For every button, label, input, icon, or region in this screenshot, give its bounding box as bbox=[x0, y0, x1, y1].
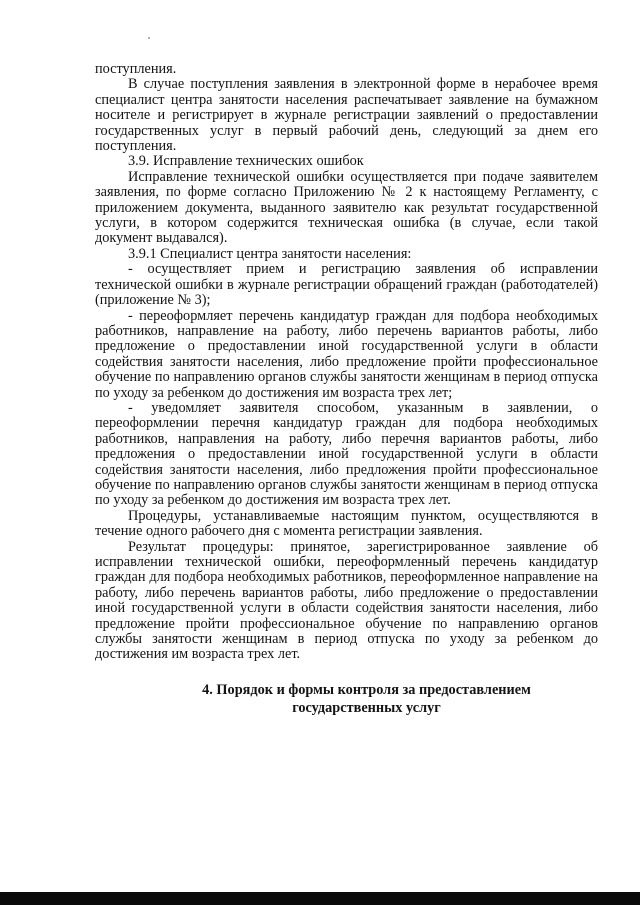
section-spacer bbox=[95, 663, 598, 681]
subsection-heading-3-9-1: 3.9.1 Специалист центра занятости населения: bbox=[128, 245, 412, 262]
paragraph-continuation: поступления. bbox=[95, 61, 177, 77]
list-item-registration: - осуществляет прием и регистрацию заявления об исправлении технической ошибки в журнале регистрации обращений граждан (работодателей) (приложение № 3); bbox=[95, 261, 598, 309]
paragraph-electronic-form: В случае поступления заявления в электронной форме в нерабочее время специалист центра занятости населения распечатывает заявление на бумажном носителе и регистрирует в журнале регистрации заявлений о предоставлении государственных услуг в первый рабочий день, следующий за днем его поступления. bbox=[95, 76, 598, 155]
section-heading-line-2: государственных услуг bbox=[292, 699, 441, 716]
paragraph-procedure-result: Результат процедуры: принятое, зарегистрированное заявление об исправлении технической ошибки, переоформленный перечень кандидатур граждан для подбора необходимых работников, переоформленное направление на работу, либо перечень вариантов работы, либо предложение о предоставлении иной государственной услуги в области содействия занятости населения, либо предложение пройти профессиональное обучение по направлению органов службы занятости женщинам в период отпуска по уходу за ребенком до достижения им возраста трех лет. bbox=[95, 538, 598, 663]
list-item-reissue: - переоформляет перечень кандидатур граждан для подбора необходимых работников, направление на работу, либо перечень вариантов работы, либо предложение о предоставлении иной государственной услуги в области содействия занятости населения, либо предложение пройти профессиональное обучение по направлению органов службы занятости женщинам в период отпуска по уходу за ребенком до достижения им возраста трех лет; bbox=[95, 307, 598, 401]
scan-speck bbox=[148, 37, 150, 39]
document-body bbox=[95, 62, 598, 717]
list-item-notification: - уведомляет заявителя способом, указанным в заявлении, о переоформлении перечня кандидатур граждан для подбора необходимых работников, направления на работу, либо перечня вариантов работы, либо предложения о предоставлении иной государственной услуги в области содействия занятости населения, либо предложения пройти профессиональное обучение по направлению органов службы занятости женщинам в период отпуска по уходу за ребенком до достижения им возраста трех лет. bbox=[95, 399, 598, 509]
scan-bottom-edge bbox=[0, 892, 640, 905]
section-heading-4 bbox=[95, 681, 598, 717]
subsection-heading-3-9: 3.9. Исправление технических ошибок bbox=[128, 153, 364, 170]
section-heading-line-1: 4. Порядок и формы контроля за предоставлением bbox=[202, 681, 531, 698]
paragraph-error-correction: Исправление технической ошибки осуществляется при подаче заявителем заявления, по форме согласно Приложению № 2 к настоящему Регламенту, с приложением документа, выданного заявителю как результат государственной услуги, в котором содержится техническая ошибка (в случае, если такой документ выдавался). bbox=[95, 168, 598, 247]
paragraph-procedure-timing: Процедуры, устанавливаемые настоящим пунктом, осуществляются в течение одного рабочего дня с момента регистрации заявления. bbox=[95, 507, 598, 540]
